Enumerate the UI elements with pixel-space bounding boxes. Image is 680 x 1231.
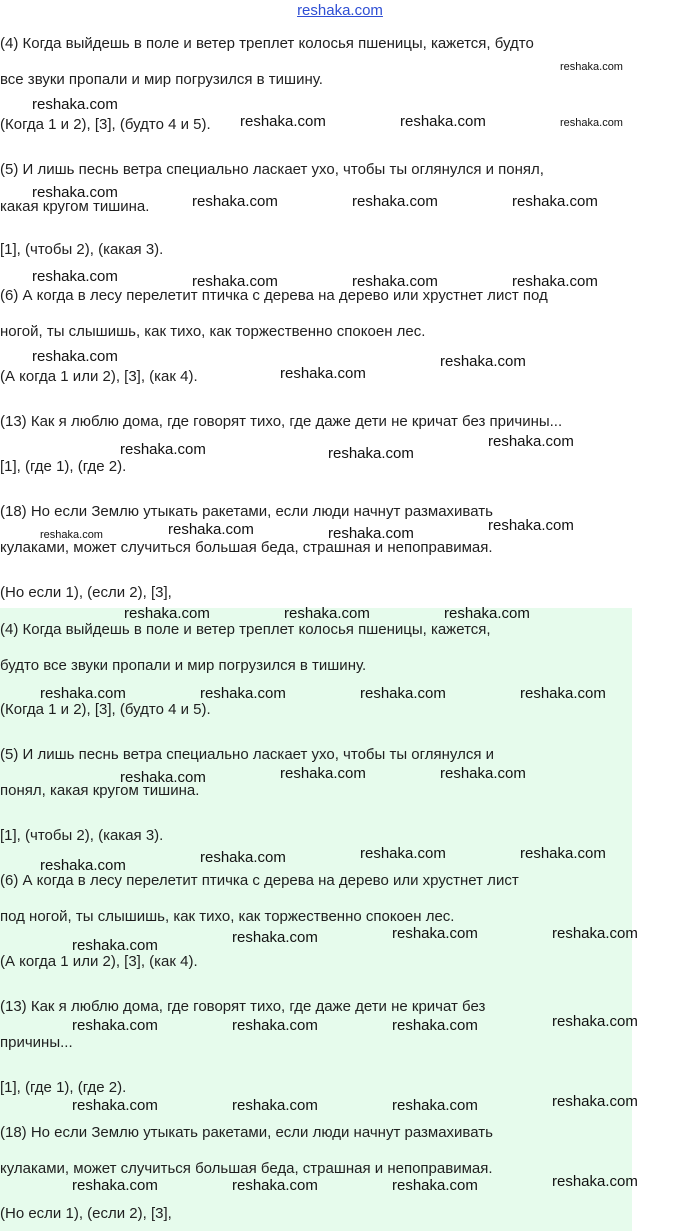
watermark: reshaka.com: [240, 113, 326, 130]
watermark: reshaka.com: [32, 96, 118, 113]
watermark: reshaka.com: [200, 849, 286, 866]
sentence-13-scheme: [1], (где 1), (где 2).: [0, 458, 127, 475]
watermark: reshaka.com: [40, 685, 126, 702]
sentence-6-line-2: ногой, ты слышишь, как тихо, как торжественно спокоен лес.: [0, 323, 426, 340]
sentence-13-line-1: (13) Как я люблю дома, где говорят тихо, где даже дети не кричат без: [0, 998, 486, 1015]
watermark: reshaka.com: [72, 1017, 158, 1034]
sentence-18-scheme: (Но если 1), (если 2), [3],: [0, 1205, 172, 1222]
sentence-13-line-2: причины...: [0, 1034, 73, 1051]
sentence-5-scheme: [1], (чтобы 2), (какая 3).: [0, 827, 164, 844]
sentence-18-line-1: (18) Но если Землю утыкать ракетами, если люди начнут размахивать: [0, 1124, 493, 1141]
sentence-4-line-2: будто все звуки пропали и мир погрузился в тишину.: [0, 657, 367, 674]
watermark: reshaka.com: [232, 1017, 318, 1034]
watermark: reshaka.com: [328, 445, 414, 462]
watermark: reshaka.com: [560, 61, 623, 73]
watermark: reshaka.com: [400, 113, 486, 130]
watermark: reshaka.com: [192, 273, 278, 290]
sentence-6-line-2: под ногой, ты слышишь, как тихо, как торжественно спокоен лес.: [0, 908, 455, 925]
sentence-6-line-1: (6) А когда в лесу перелетит птичка с дерева на дерево или хрустнет лист под: [0, 287, 548, 304]
watermark: reshaka.com: [72, 937, 158, 954]
watermark: reshaka.com: [72, 1097, 158, 1114]
watermark: reshaka.com: [328, 525, 414, 542]
watermark: reshaka.com: [40, 857, 126, 874]
watermark: reshaka.com: [32, 348, 118, 365]
sentence-5-line-2: какая кругом тишина.: [0, 198, 150, 215]
watermark: reshaka.com: [168, 521, 254, 538]
watermark: reshaka.com: [72, 1177, 158, 1194]
sentence-5-line-1: (5) И лишь песнь ветра специально ласкает ухо, чтобы ты оглянулся и: [0, 746, 495, 763]
sentence-5-line-2: понял, какая кругом тишина.: [0, 782, 200, 799]
sentence-18-line-2: кулаками, может случиться большая беда, страшная и непоправимая.: [0, 1160, 493, 1177]
sentence-5-scheme: [1], (чтобы 2), (какая 3).: [0, 241, 164, 258]
sentence-4-scheme: (Когда 1 и 2), [3], (будто 4 и 5).: [0, 116, 211, 133]
watermark: reshaka.com: [284, 605, 370, 622]
watermark: reshaka.com: [280, 365, 366, 382]
watermark: reshaka.com: [392, 925, 478, 942]
watermark: reshaka.com: [392, 1177, 478, 1194]
watermark: reshaka.com: [200, 685, 286, 702]
watermark: reshaka.com: [392, 1017, 478, 1034]
sentence-4-line-2: все звуки пропали и мир погрузился в тишину.: [0, 71, 323, 88]
watermark: reshaka.com: [512, 193, 598, 210]
watermark: reshaka.com: [232, 1177, 318, 1194]
watermark: reshaka.com: [40, 529, 103, 541]
sentence-5-line-1: (5) И лишь песнь ветра специально ласкает ухо, чтобы ты оглянулся и понял,: [0, 161, 544, 178]
watermark: reshaka.com: [552, 1093, 638, 1110]
watermark: reshaka.com: [552, 925, 638, 942]
watermark: reshaka.com: [120, 769, 206, 786]
watermark: reshaka.com: [444, 605, 530, 622]
watermark: reshaka.com: [352, 193, 438, 210]
sentence-4-line-1: (4) Когда выйдешь в поле и ветер треплет колосья пшеницы, кажется, будто: [0, 35, 534, 52]
watermark: reshaka.com: [32, 268, 118, 285]
sentence-4-scheme: (Когда 1 и 2), [3], (будто 4 и 5).: [0, 701, 211, 718]
watermark: reshaka.com: [552, 1013, 638, 1030]
watermark: reshaka.com: [488, 517, 574, 534]
watermark: reshaka.com: [440, 353, 526, 370]
watermark: reshaka.com: [232, 929, 318, 946]
watermark: reshaka.com: [352, 273, 438, 290]
site-header-link[interactable]: reshaka.com: [297, 2, 383, 19]
sentence-6-line-1: (6) А когда в лесу перелетит птичка с дерева на дерево или хрустнет лист: [0, 872, 519, 889]
watermark: reshaka.com: [512, 273, 598, 290]
sentence-13-scheme: [1], (где 1), (где 2).: [0, 1079, 127, 1096]
sentence-6-scheme: (А когда 1 или 2), [3], (как 4).: [0, 368, 198, 385]
watermark: reshaka.com: [124, 605, 210, 622]
sentence-18-line-1: (18) Но если Землю утыкать ракетами, если люди начнут размахивать: [0, 503, 493, 520]
watermark: reshaka.com: [520, 685, 606, 702]
watermark: reshaka.com: [360, 845, 446, 862]
watermark: reshaka.com: [120, 441, 206, 458]
watermark: reshaka.com: [440, 765, 526, 782]
sentence-4-line-1: (4) Когда выйдешь в поле и ветер треплет колосья пшеницы, кажется,: [0, 621, 491, 638]
watermark: reshaka.com: [360, 685, 446, 702]
sentence-13-line-1: (13) Как я люблю дома, где говорят тихо, где даже дети не кричат без причины...: [0, 413, 563, 430]
watermark: reshaka.com: [560, 117, 623, 129]
watermark: reshaka.com: [552, 1173, 638, 1190]
watermark: reshaka.com: [280, 765, 366, 782]
watermark: reshaka.com: [232, 1097, 318, 1114]
watermark: reshaka.com: [32, 184, 118, 201]
watermark: reshaka.com: [488, 433, 574, 450]
sentence-18-scheme: (Но если 1), (если 2), [3],: [0, 584, 172, 601]
watermark: reshaka.com: [192, 193, 278, 210]
watermark: reshaka.com: [520, 845, 606, 862]
sentence-18-line-2: кулаками, может случиться большая беда, страшная и непоправимая.: [0, 539, 493, 556]
watermark: reshaka.com: [392, 1097, 478, 1114]
sentence-6-scheme: (А когда 1 или 2), [3], (как 4).: [0, 953, 198, 970]
